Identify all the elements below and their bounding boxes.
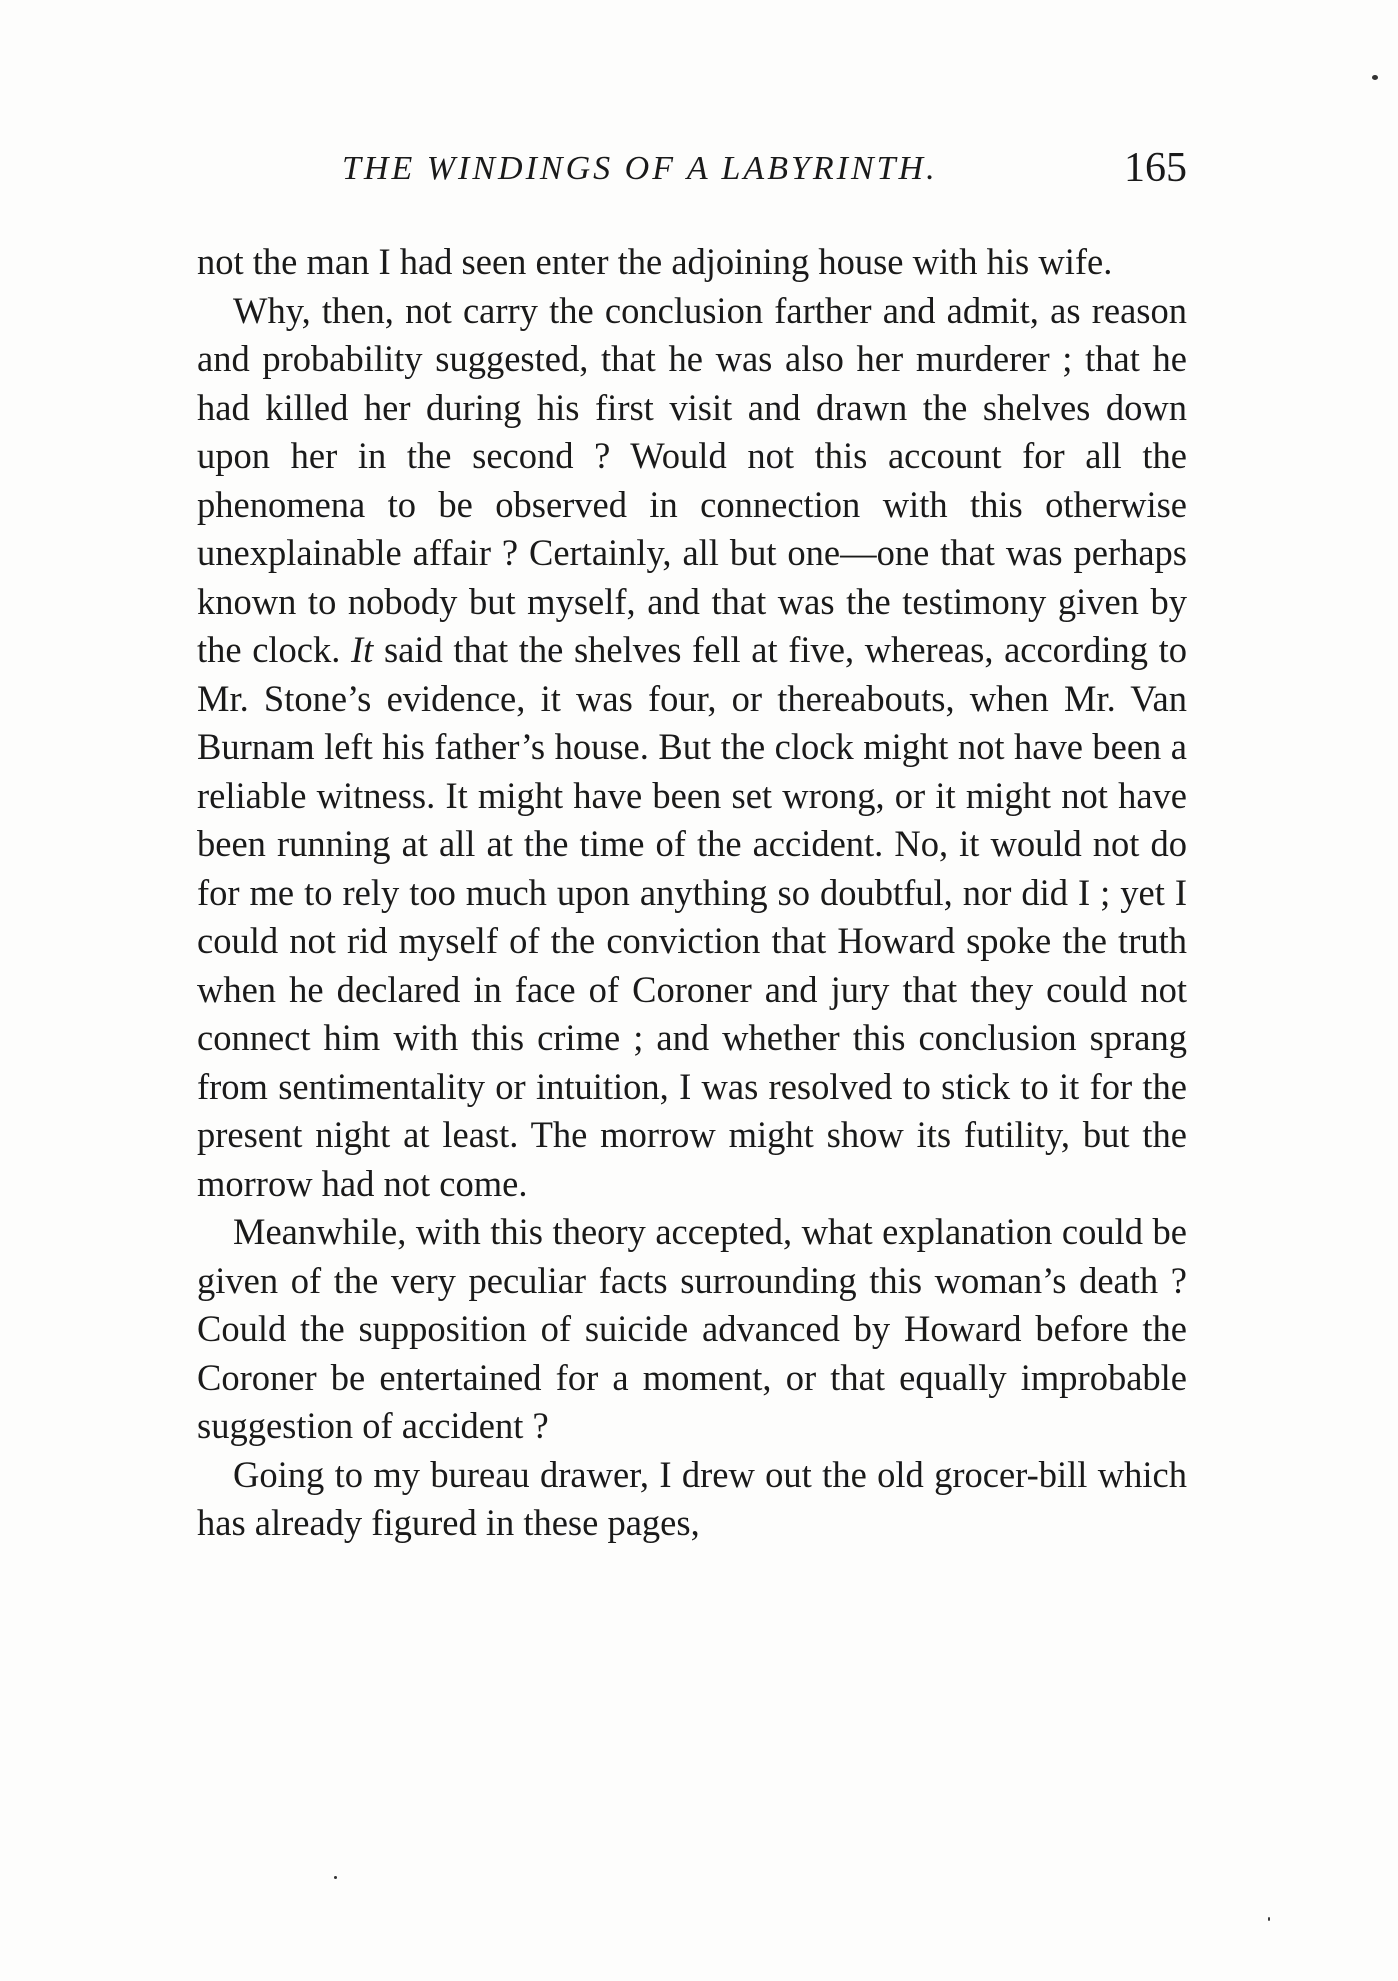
paragraph-2 bbox=[197, 287, 1187, 1209]
page-number: 165 bbox=[1124, 145, 1187, 191]
running-title: THE WINDINGS OF A LABYRINTH. bbox=[342, 150, 938, 187]
scan-speck bbox=[334, 1876, 337, 1879]
paragraph-1 bbox=[197, 238, 1187, 287]
paragraph-1-text: not the man I had seen enter the adjoining house with his wife. bbox=[197, 241, 1113, 282]
paragraph-4 bbox=[197, 1451, 1187, 1548]
scan-speck bbox=[1372, 75, 1378, 80]
scan-speck bbox=[1268, 1917, 1270, 1921]
paragraph-3 bbox=[197, 1208, 1187, 1451]
body-text bbox=[197, 238, 1187, 1548]
paragraph-2-text-end: said that the shelves fell at five, whereas, according to Mr. Stone’s evidence, it was four, or thereabouts, when Mr. Van Burnam left his father’s house. But the clock might not have been a reliable witness. It might have been set wrong, or it might not have been running at all at the time of the accident. No, it would not do for me to rely too much upon anything so doubtful, nor did I ; yet I could not rid myself of the conviction that Howard spoke the truth when he declared in face of Coroner and jury that they could not connect him with this crime ; and whether this conclusion sprang from sentimentality or intuition, I was resolved to stick to it for the present night at least. The morrow might show its futility, but the morrow had not come. bbox=[197, 629, 1187, 1204]
emphasized-word: It bbox=[351, 629, 374, 670]
page-header bbox=[197, 145, 1187, 210]
paragraph-2-text-start: Why, then, not carry the conclusion farther and admit, as reason and probability suggested, that he was also her murderer ; that he had killed her during his first visit and drawn the shelves down upon her in the second ? Would not this account for all the phenomena to be observed in connection with this otherwise unexplainable affair ? Certainly, all but one—one that was perhaps known to nobody but myself, and that was the testimony given by the clock. bbox=[197, 289, 1187, 670]
paragraph-3-text: Meanwhile, with this theory accepted, what explanation could be given of the very peculiar facts surrounding this woman’s death ? Could the supposition of suicide advanced by Howard before the Coroner be entertained for a moment, or that equally improbable suggestion of accident ? bbox=[197, 1211, 1187, 1446]
paragraph-4-text: Going to my bureau drawer, I drew out the old grocer-bill which has already figured in these pages, bbox=[197, 1453, 1187, 1543]
